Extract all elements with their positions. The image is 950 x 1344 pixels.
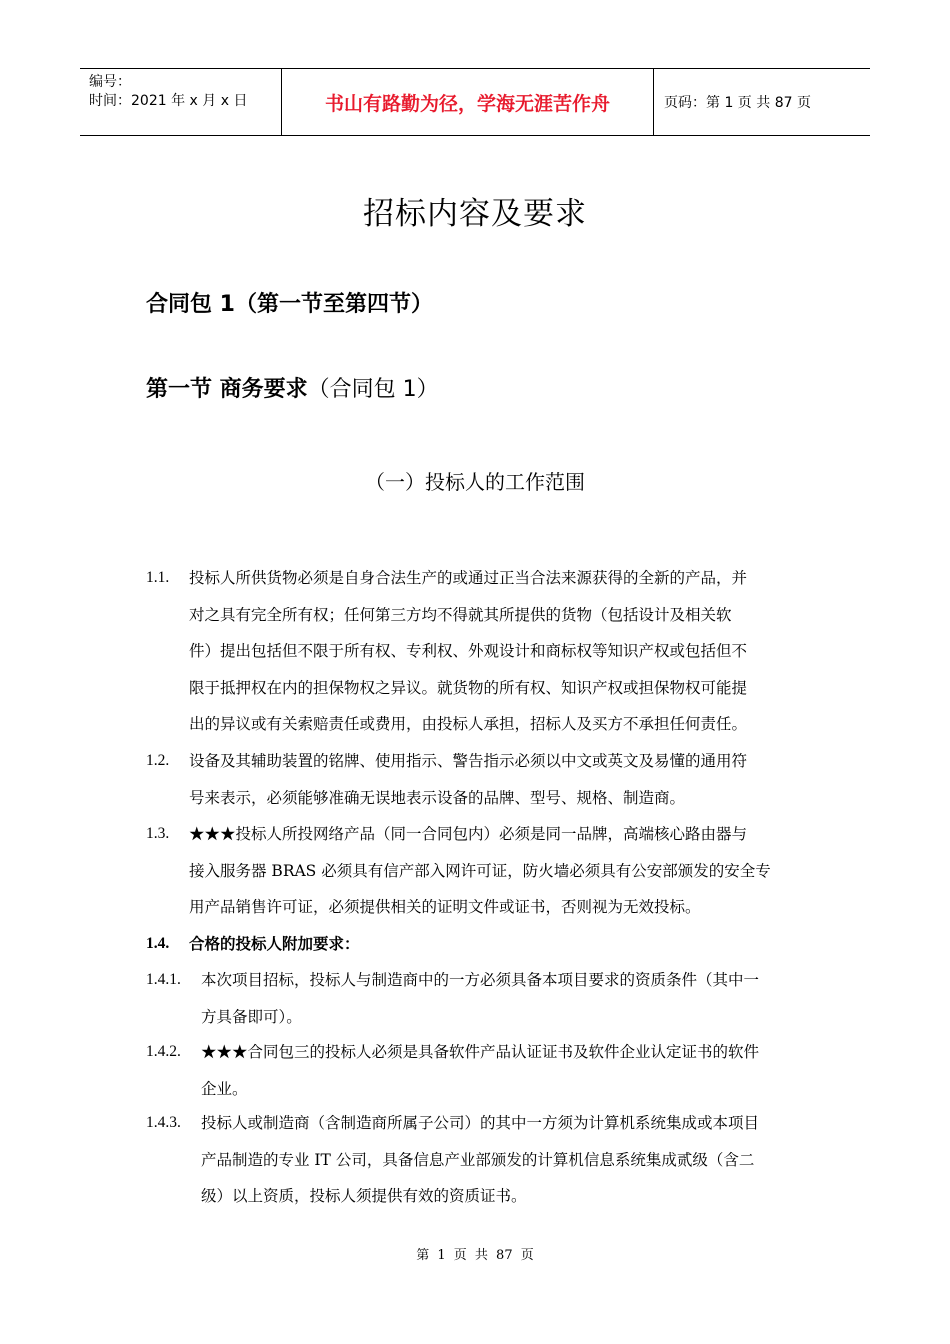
document-date-label: 时间：2021 年 x 月 x 日 bbox=[89, 93, 248, 109]
clause-number: 1.4.2. bbox=[146, 1043, 181, 1060]
clause-line: 出的异议或有关索赔责任或费用，由投标人承担，招标人及买方不承担任何责任。 bbox=[189, 715, 748, 733]
clause-text bbox=[201, 962, 811, 1035]
clause-line: 方具备即可）。 bbox=[201, 1007, 302, 1026]
clause-line: 设备及其辅助装置的铭牌、使用指示、警告指示必须以中文或英文及易懂的通用符 bbox=[189, 752, 748, 770]
clause-item bbox=[146, 816, 816, 926]
clause-number: 1.1. bbox=[146, 569, 170, 586]
section-heading-normal: （合同包 1） bbox=[307, 377, 439, 402]
clause-number: 1.3. bbox=[146, 825, 170, 842]
clause-line: 接入服务器 BRAS 必须具有信产部入网许可证，防火墙必须具有公安部颁发的安全专 bbox=[189, 861, 771, 880]
clause-text bbox=[189, 816, 811, 926]
clause-line: 用产品销售许可证，必须提供相关的证明文件或证书，否则视为无效投标。 bbox=[189, 898, 701, 916]
section-heading bbox=[146, 372, 439, 403]
header-motto: 书山有路勤为径，学海无涯苦作舟 bbox=[282, 69, 654, 135]
clause-line: 限于抵押权在内的担保物权之异议。就货物的所有权、知识产权或担保物权可能提 bbox=[189, 678, 748, 697]
header-table bbox=[80, 68, 870, 136]
clause-text bbox=[201, 1034, 811, 1107]
clause-item bbox=[146, 1105, 816, 1215]
clause-item bbox=[146, 926, 816, 963]
clause-line: 产品制造的专业 IT 公司，具备信息产业部颁发的计算机信息系统集成贰级（含二 bbox=[201, 1150, 755, 1169]
page-footer: 第 1 页 共 87 页 bbox=[416, 1248, 534, 1263]
clause-item bbox=[146, 962, 816, 1035]
clause-text bbox=[201, 1105, 811, 1215]
clause-line: 级）以上资质，投标人须提供有效的资质证书。 bbox=[201, 1187, 527, 1205]
clause-item bbox=[146, 743, 816, 816]
clause-number: 1.4.3. bbox=[146, 1114, 181, 1131]
clause-line: 本次项目招标，投标人与制造商中的一方必须具备本项目要求的资质条件（其中一 bbox=[201, 971, 760, 989]
clause-item bbox=[146, 560, 816, 743]
clause-line: 件）提出包括但不限于所有权、专利权、外观设计和商标权等知识产权或包括但不 bbox=[189, 642, 748, 660]
document-number-label: 编号： bbox=[89, 74, 131, 90]
clause-line: ★★★投标人所投网络产品（同一合同包内）必须是同一品牌，高端核心路由器与 bbox=[189, 825, 748, 843]
clause-text bbox=[189, 743, 811, 816]
clause-line: 合格的投标人附加要求： bbox=[189, 934, 360, 953]
header-meta-cell bbox=[80, 69, 282, 135]
clause-line: 企业。 bbox=[201, 1079, 248, 1098]
clause-line: 投标人或制造商（含制造商所属子公司）的其中一方须为计算机系统集成或本项目 bbox=[201, 1114, 760, 1132]
section-heading-bold: 第一节 商务要求 bbox=[146, 377, 308, 402]
subsection-heading: （一）投标人的工作范围 bbox=[365, 470, 585, 494]
contract-pack-heading: 合同包 1（第一节至第四节） bbox=[146, 292, 433, 317]
clause-number: 1.2. bbox=[146, 752, 170, 769]
clause-item bbox=[146, 1034, 816, 1107]
clause-line: 对之具有完全所有权；任何第三方均不得就其所提供的货物（包括设计及相关软 bbox=[189, 605, 732, 624]
document-title: 招标内容及要求 bbox=[363, 196, 587, 232]
header-page-info: 页码：第 1 页 共 87 页 bbox=[664, 95, 811, 111]
clause-line: ★★★合同包三的投标人必须是具备软件产品认证证书及软件企业认定证书的软件 bbox=[201, 1043, 760, 1061]
clause-line: 号来表示，必须能够准确无误地表示设备的品牌、型号、规格、制造商。 bbox=[189, 788, 686, 807]
clause-line: 投标人所供货物必须是自身合法生产的或通过正当合法来源获得的全新的产品，并 bbox=[189, 569, 748, 587]
clause-number: 1.4. bbox=[146, 935, 170, 952]
clause-number: 1.4.1. bbox=[146, 971, 181, 988]
clause-text bbox=[189, 926, 811, 963]
clause-text bbox=[189, 560, 811, 743]
